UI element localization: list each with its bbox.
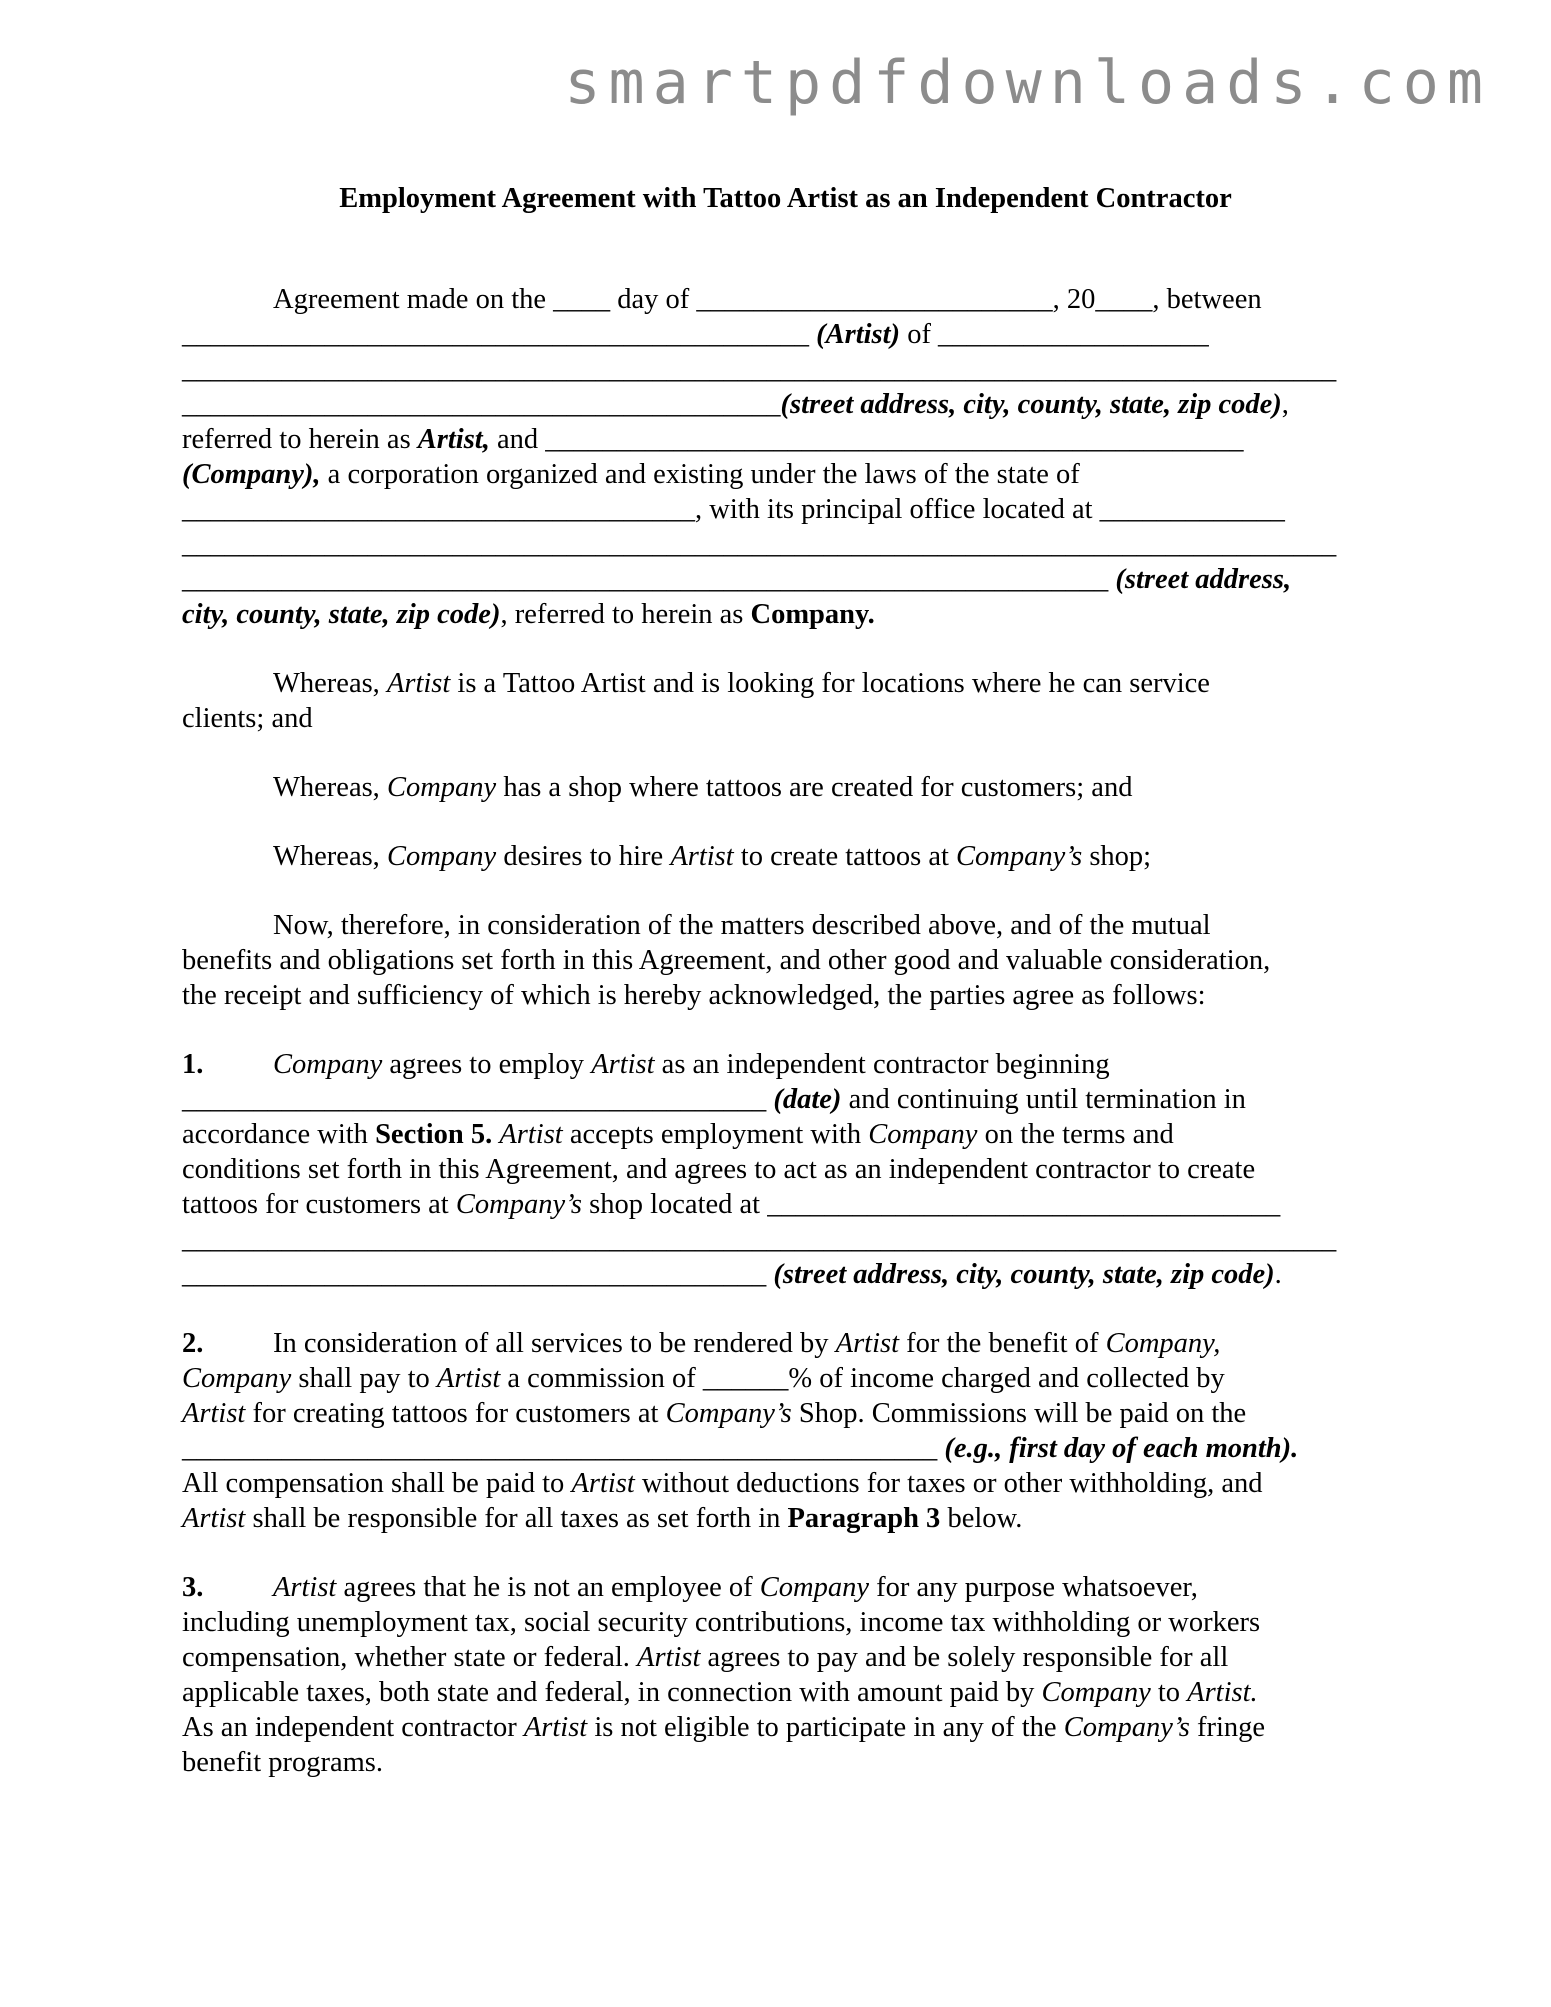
preamble-line: (Company), a corporation organized and existing under the laws of the state of <box>182 459 1080 490</box>
preamble-line: city, county, state, zip code), referred to herein as Company. <box>182 599 875 630</box>
preamble-line: _________________________________________________________________________________ <box>182 529 1337 560</box>
preamble-line: Agreement made on the ____ day of _________________________, 20____, between <box>273 284 1262 315</box>
section-number: 1. <box>182 1049 204 1080</box>
preamble-line: _________________________________________________________________________________ <box>182 354 1337 385</box>
section-1: 1. Company agrees to employ Artist as an independent contractor beginning _________________________________________ (date) and continuing until termination in accordance with Section 5. Artist accepts employment with Company on the terms and conditions set forth in this Agreement, and agrees to act as an independent contractor to create tattoos for customers at Company’s shop located at ____________________________________ _________________________________________________________________________________ _________________________________________ (street address, city, county, state, zip code). <box>182 1049 1337 1290</box>
now-therefore-paragraph: Now, therefore, in consideration of the matters described above, and of the mutual benefits and obligations set forth in this Agreement, and other good and valuable consideration, the receipt and sufficiency of which is hereby acknowledged, the parties agree as follows: <box>182 910 1271 1011</box>
section-2: 2. In consideration of all services to be rendered by Artist for the benefit of Company, Company shall pay to Artist a commission of ______% of income charged and collected by Artist for creating tattoos for customers at Company’s Shop. Commissions will be paid on the _____________________________________________________ (e.g., first day of each month). All compensation shall be paid to Artist without deductions for taxes or other withholding, and Artist shall be responsible for all taxes as set forth in Paragraph 3 below. <box>182 1328 1299 1534</box>
preamble-line: __________________________________________(street address, city, county, state, zip code), <box>182 389 1289 420</box>
preamble-line: ____________________________________________ (Artist) of ___________________ <box>182 319 1209 350</box>
section-3: 3. Artist agrees that he is not an employee of Company for any purpose whatsoever, including unemployment tax, social security contributions, income tax withholding or workers compensation, whether state or federal. Artist agrees to pay and be solely responsible for all applicable taxes, both state and federal, in connection with amount paid by Company to Artist. As an independent contractor Artist is not eligible to participate in any of the Company’s fringe benefit programs. <box>182 1572 1266 1778</box>
section-number: 2. <box>182 1328 204 1359</box>
preamble-line: ____________________________________, with its principal office located at _____________ <box>182 494 1285 525</box>
document-title: Employment Agreement with Tattoo Artist as an Independent Contractor <box>339 183 1232 214</box>
section-number: 3. <box>182 1572 204 1603</box>
document-body <box>182 282 1362 1780</box>
whereas-paragraph-2: Whereas, Company has a shop where tattoos are created for customers; and <box>273 772 1133 803</box>
preamble-line: _________________________________________________________________ (street address, <box>182 564 1292 595</box>
watermark: smartpdfdownloads.com <box>564 48 1491 118</box>
whereas-paragraph-1: Whereas, Artist is a Tattoo Artist and is looking for locations where he can service clients; and <box>182 668 1210 734</box>
preamble-line: referred to herein as Artist, and _________________________________________________ <box>182 424 1244 455</box>
whereas-paragraph-3: Whereas, Company desires to hire Artist to create tattoos at Company’s shop; <box>273 841 1152 872</box>
preamble-paragraph <box>182 282 1362 632</box>
